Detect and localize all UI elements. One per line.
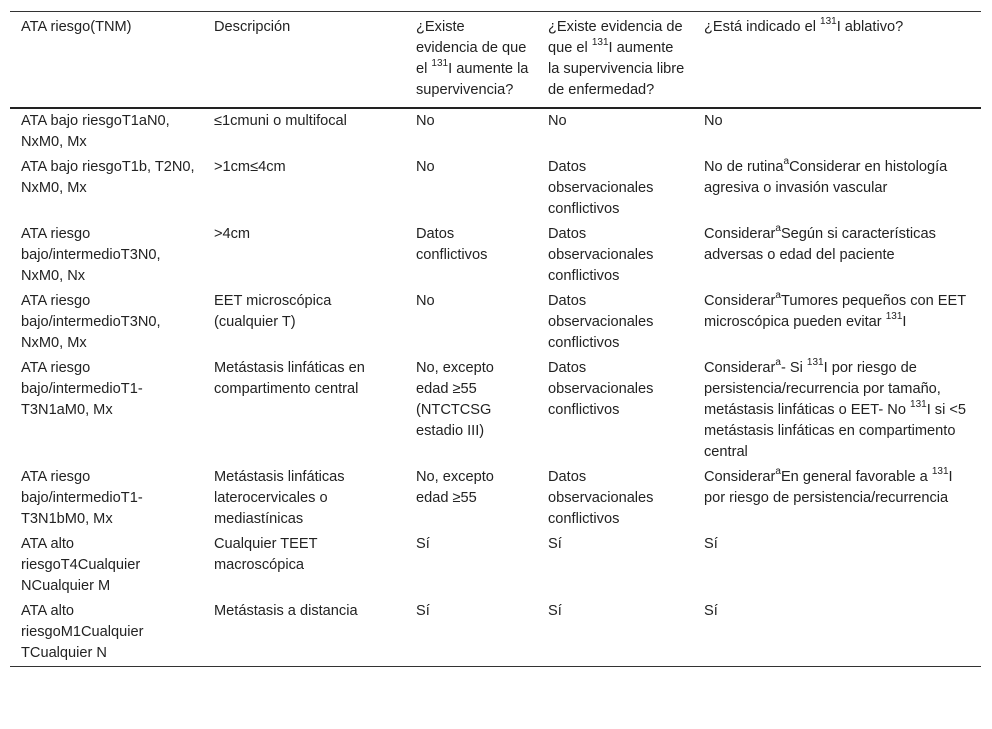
table-row xyxy=(10,599,981,667)
superscript: a xyxy=(775,223,781,235)
cell-risk: ATA riesgo bajo/intermedioT1-T3N1aM0, Mx xyxy=(21,360,143,418)
cell-risk: ATA riesgo bajo/intermedioT3N0, NxM0, Mx xyxy=(21,293,161,351)
cell-ablative: Considerar$^a$Tumores pequeños con EET microscópica pueden evitar $^{131}$I xyxy=(704,290,966,330)
superscript: a xyxy=(783,156,790,168)
cell-disease-free: Datos observacionales conflictivos xyxy=(548,293,654,351)
cell-survival: Sí xyxy=(416,536,430,552)
cell-survival: No xyxy=(416,159,435,175)
cell-description: ≤1cmuni o multifocal xyxy=(214,113,347,129)
superscript: 131 xyxy=(885,311,903,323)
cell-ablative: Considerar$^a$Según si características adversas o edad del paciente xyxy=(704,223,936,263)
table-row xyxy=(10,532,981,599)
cell-risk: ATA riesgo bajo/intermedioT1-T3N1bM0, Mx xyxy=(21,469,143,527)
superscript: 131 xyxy=(591,37,609,49)
cell-risk: ATA alto riesgoT4Cualquier NCualquier M xyxy=(21,536,141,594)
header-row xyxy=(10,12,981,109)
cell-ablative: No xyxy=(704,113,723,129)
superscript: a xyxy=(775,357,781,369)
cell-description: Metástasis linfáticas laterocervicales o mediastínicas xyxy=(214,469,345,527)
table-row xyxy=(10,465,981,532)
table-row xyxy=(10,356,981,465)
cell-description: Metástasis a distancia xyxy=(214,603,358,619)
cell-risk: ATA bajo riesgoT1b, T2N0, NxM0, Mx xyxy=(21,159,195,196)
cell-ablative: Sí xyxy=(704,536,718,552)
cell-survival: No, excepto edad ≥55 xyxy=(416,469,494,506)
cell-disease-free: Sí xyxy=(548,536,562,552)
cell-risk: ATA riesgo bajo/intermedioT3N0, NxM0, Nx xyxy=(21,226,161,284)
header-risk: ATA riesgo(TNM) xyxy=(21,19,132,35)
header-ablative-indicated: ¿Está indicado el $^{131}$I ablativo? xyxy=(704,16,904,35)
cell-survival: Datos conflictivos xyxy=(416,226,488,263)
cell-description: >4cm xyxy=(214,226,251,242)
superscript: 131 xyxy=(910,399,927,411)
superscript: 131 xyxy=(931,466,949,478)
cell-ablative: Sí xyxy=(704,603,718,619)
table-row xyxy=(10,108,981,155)
header-description: Descripción xyxy=(214,19,291,35)
cell-ablative: Considerar$^a$En general favorable a $^{131}$I por riesgo de persistencia/recurrencia xyxy=(704,466,953,506)
superscript: 131 xyxy=(431,58,449,70)
cell-description: >1cm≤4cm xyxy=(214,159,286,175)
superscript: a xyxy=(775,466,781,478)
cell-risk: ATA bajo riesgoT1aN0, NxM0, Mx xyxy=(21,113,170,150)
superscript: 131 xyxy=(806,357,824,369)
cell-survival: Sí xyxy=(416,603,430,619)
cell-description: Metástasis linfáticas en compartimento central xyxy=(214,360,365,397)
risk-table xyxy=(10,11,981,667)
cell-disease-free: No xyxy=(548,113,567,129)
cell-description: EET microscópica (cualquier T) xyxy=(214,293,332,330)
table-row xyxy=(10,222,981,289)
cell-survival: No xyxy=(416,293,435,309)
header-survival-evidence: ¿Existe evidencia de que el $^{131}$I aumente la supervivencia? xyxy=(416,19,529,98)
cell-disease-free: Sí xyxy=(548,603,562,619)
table-row xyxy=(10,289,981,356)
cell-description: Cualquier TEET macroscópica xyxy=(214,536,318,573)
table-row xyxy=(10,155,981,222)
superscript: a xyxy=(775,290,781,302)
cell-disease-free: Datos observacionales conflictivos xyxy=(548,226,654,284)
cell-survival: No, excepto edad ≥55 (NTCTCSG estadio III) xyxy=(416,360,494,439)
cell-ablative: No de rutina$^a$Considerar en histología agresiva o invasión vascular xyxy=(704,156,948,196)
table-body xyxy=(10,108,981,667)
cell-disease-free: Datos observacionales conflictivos xyxy=(548,159,654,217)
cell-survival: No xyxy=(416,113,435,129)
cell-risk: ATA alto riesgoM1Cualquier TCualquier N xyxy=(21,603,144,661)
superscript: 131 xyxy=(820,16,837,28)
cell-disease-free: Datos observacionales conflictivos xyxy=(548,360,654,418)
cell-disease-free: Datos observacionales conflictivos xyxy=(548,469,654,527)
table-header xyxy=(10,12,981,109)
cell-ablative: Considerar$^a$- Si $^{131}$I por riesgo de persistencia/recurrencia por tamaño, metástasis linfáticas o EET- No $^{131}$I si <5 metástasis linfáticas en compartimento central xyxy=(704,357,967,460)
header-disease-free-evidence: ¿Existe evidencia de que el $^{131}$I aumente la supervivencia libre de enfermedad? xyxy=(548,19,685,98)
